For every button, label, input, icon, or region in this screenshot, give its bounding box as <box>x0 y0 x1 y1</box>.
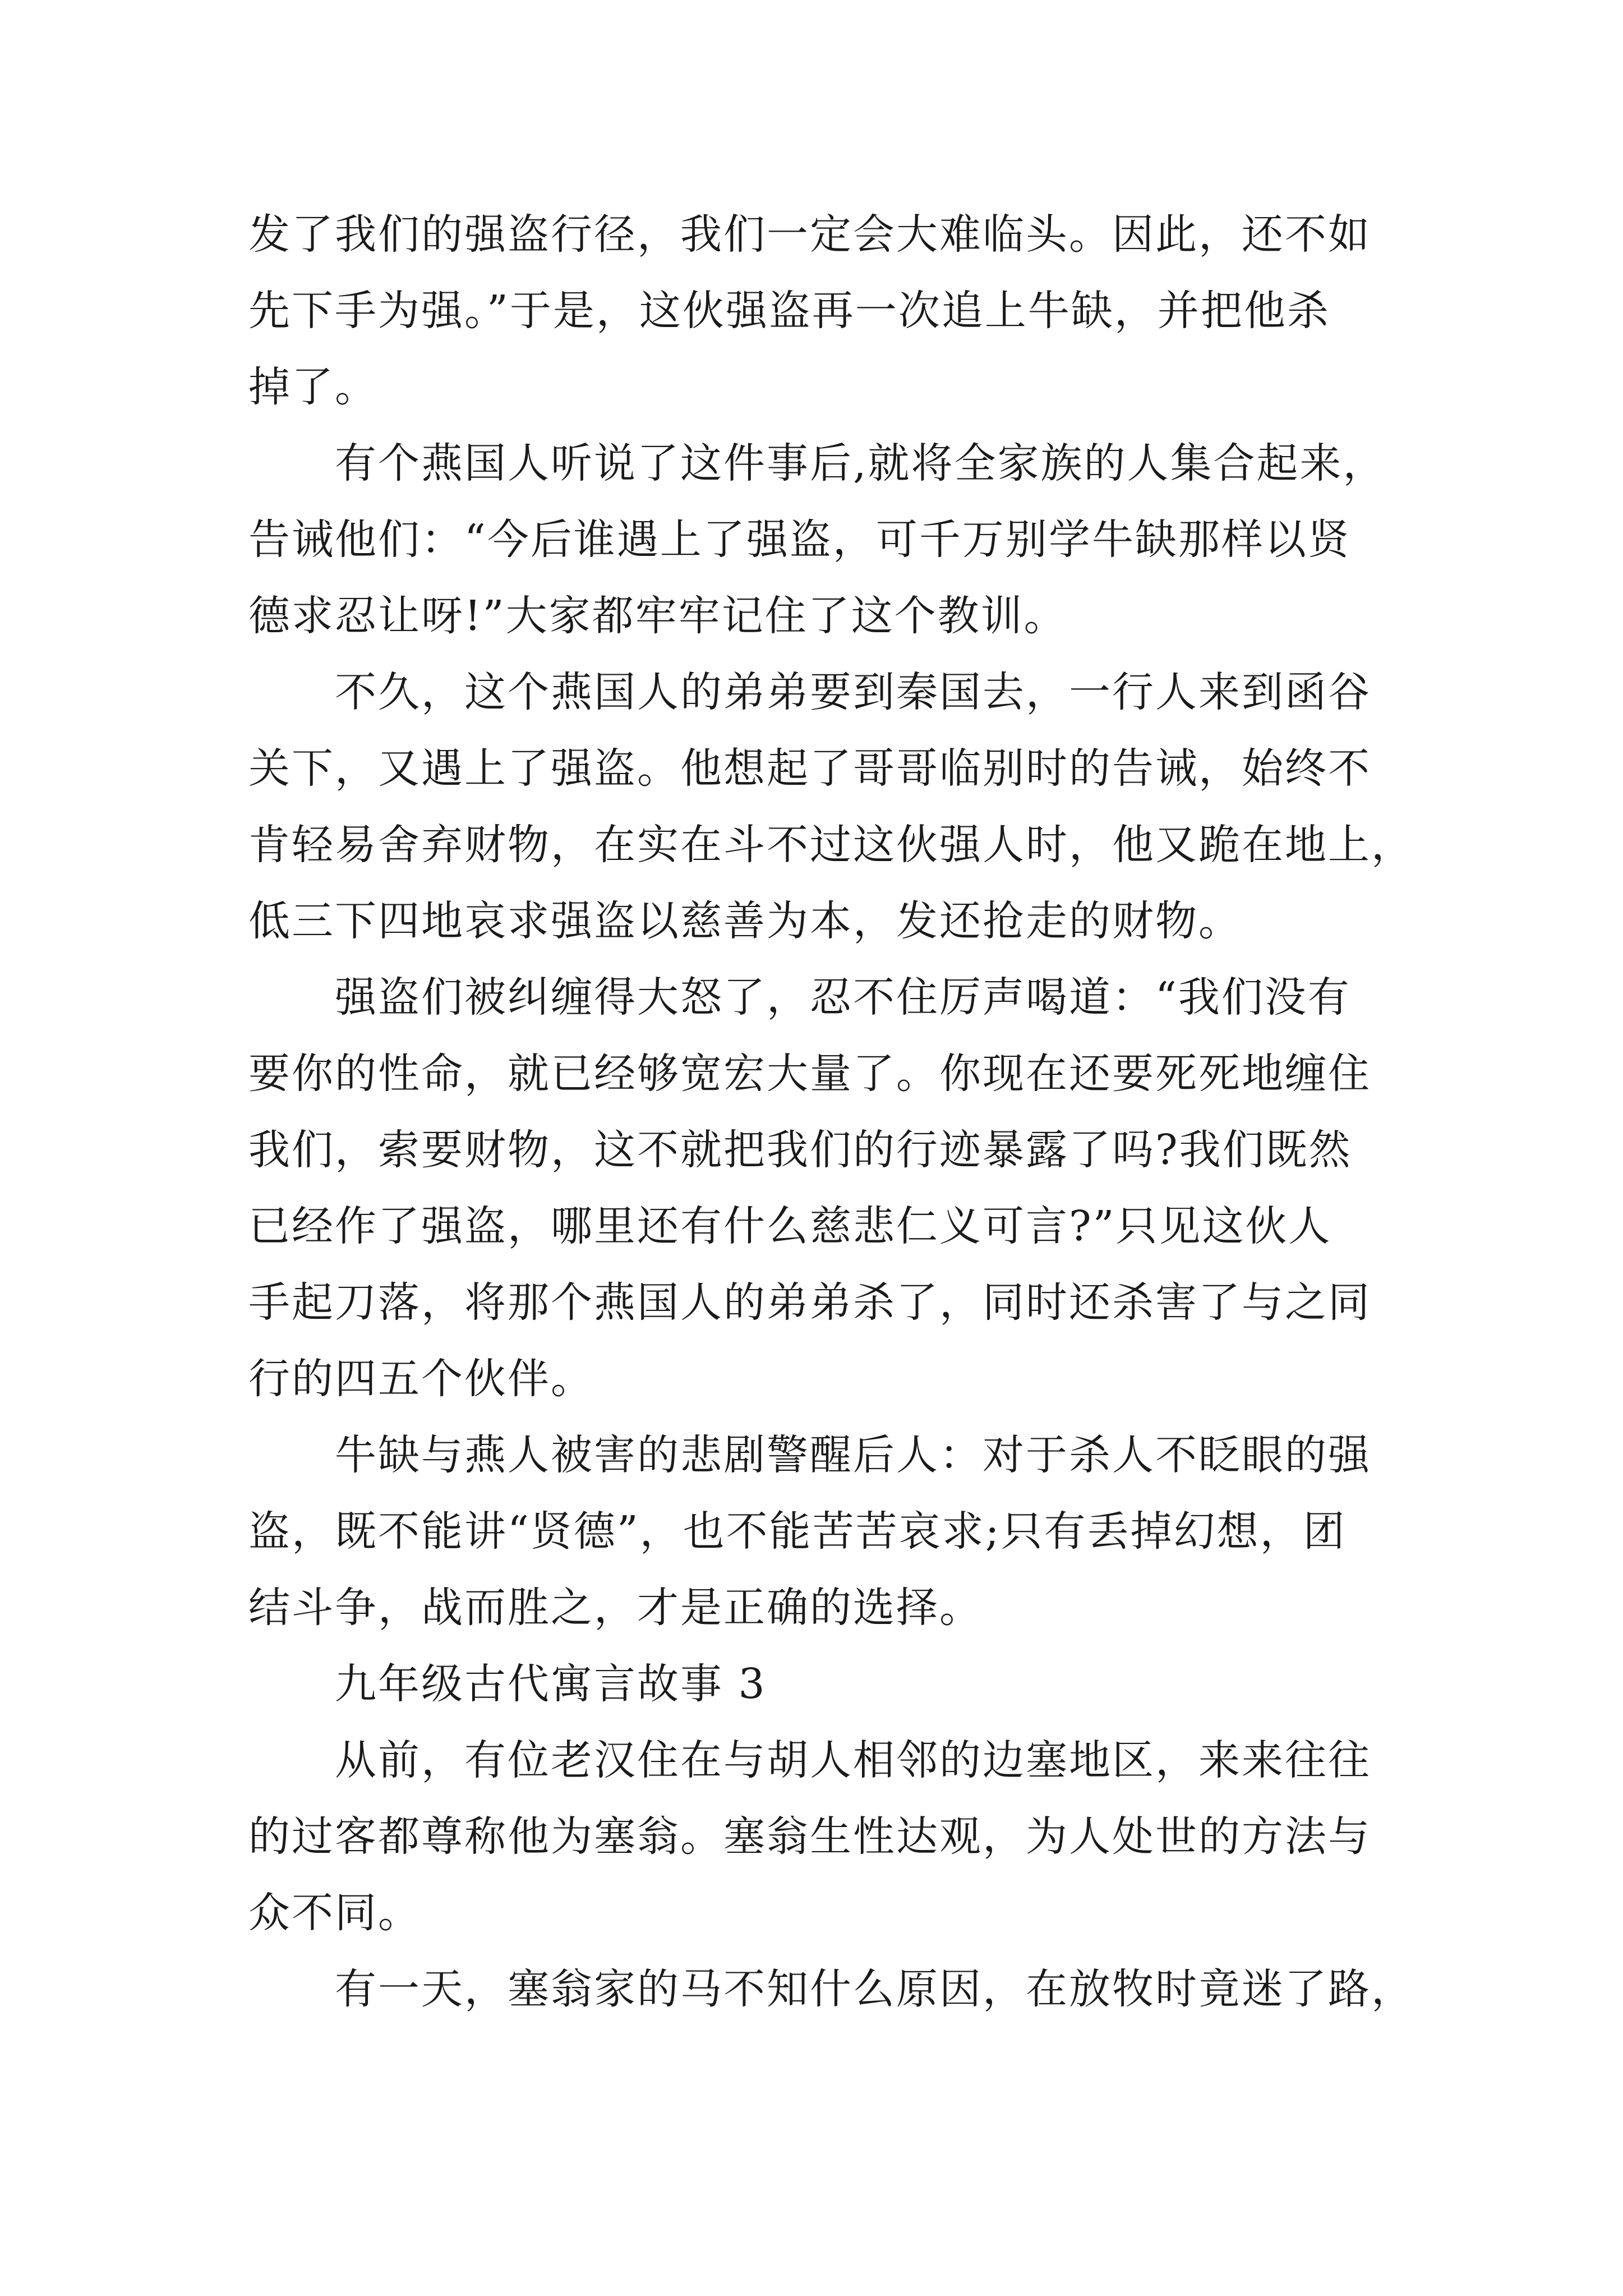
paragraph-first-line: 有一天，塞翁家的马不知什么原因，在放牧时竟迷了路， <box>335 1965 1414 2013</box>
text-line: 众不同。 <box>248 1889 421 1937</box>
text-line: 肯轻易舍弃财物，在实在斗不过这伙强人时，他又跪在地上， <box>248 821 1414 869</box>
text-line: 关下，又遇上了强盗。他想起了哥哥临别时的告诫，始终不 <box>248 744 1371 793</box>
text-line: 结斗争，战而胜之，才是正确的选择。 <box>248 1584 983 1632</box>
section-heading: 九年级古代寓言故事 3 <box>335 1660 767 1708</box>
text-line: 发了我们的强盗行径，我们一定会大难临头。因此，还不如 <box>248 210 1371 259</box>
paragraph-first-line: 从前，有位老汉住在与胡人相邻的边塞地区，来来往往 <box>335 1736 1371 1784</box>
text-line: 行的四五个伙伴。 <box>248 1355 594 1403</box>
text-line: 告诫他们：“今后谁遇上了强盗，可千万别学牛缺那样以贤 <box>248 516 1351 564</box>
text-line: 掉了。 <box>248 363 378 411</box>
text-line: 盗，既不能讲“贤德”，也不能苦苦哀求;只有丢掉幻想，团 <box>248 1507 1347 1556</box>
paragraph-first-line: 不久，这个燕国人的弟弟要到秦国去，一行人来到函谷 <box>335 668 1371 716</box>
text-line: 先下手为强。”于是，这伙强盗再一次追上牛缺，并把他杀 <box>248 287 1330 335</box>
text-line: 低三下四地哀求强盗以慈善为本，发还抢走的财物。 <box>248 897 1242 945</box>
text-line: 我们，索要财物，这不就把我们的行迹暴露了吗?我们既然 <box>248 1126 1352 1174</box>
paragraph-first-line: 有个燕国人听说了这件事后,就将全家族的人集合起来， <box>335 439 1386 487</box>
text-line: 已经作了强盗，哪里还有什么慈悲仁义可言?”只见这伙人 <box>248 1202 1332 1250</box>
paragraph-first-line: 牛缺与燕人被害的悲剧警醒后人：对于杀人不眨眼的强 <box>335 1431 1371 1479</box>
text-line: 的过客都尊称他为塞翁。塞翁生性达观，为人处世的方法与 <box>248 1812 1371 1861</box>
text-line: 要你的性命，就已经够宽宏大量了。你现在还要死死地缠住 <box>248 1050 1371 1098</box>
text-line: 手起刀落，将那个燕国人的弟弟杀了，同时还杀害了与之同 <box>248 1278 1371 1327</box>
document-body <box>248 196 1414 2027</box>
text-line: 德求忍让呀!”大家都牢牢记住了这个教训。 <box>248 592 1067 640</box>
paragraph-first-line: 强盗们被纠缠得大怒了，忍不住厉声喝道：“我们没有 <box>335 973 1351 1022</box>
